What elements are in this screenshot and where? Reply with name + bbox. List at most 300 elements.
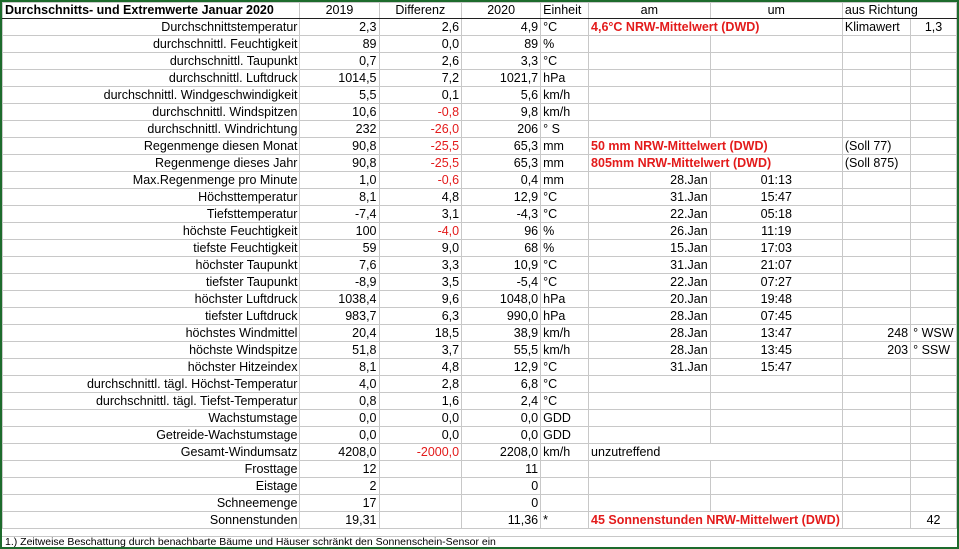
unit-cell: km/h [541,104,589,121]
nrw-note: 805mm NRW-Mittelwert (DWD) [589,155,843,172]
extra-value [911,138,957,155]
table-row [3,308,957,325]
value-2020: 5,6 [462,87,541,104]
table-row [3,410,957,427]
unit-cell: °C [541,189,589,206]
row-label: höchster Hitzeindex [3,359,300,376]
table-row [3,461,957,478]
time-cell [710,104,842,121]
header-differenz: Differenz [379,3,462,19]
row-label: durchschnittl. tägl. Tiefst-Temperatur [3,393,300,410]
value-differenz: -0,8 [379,104,462,121]
value-2019: 100 [300,223,379,240]
extra-value [911,53,957,70]
row-label: durchschnittl. Taupunkt [3,53,300,70]
date-cell: 15.Jan [589,240,711,257]
value-differenz: 2,8 [379,376,462,393]
extra-cell [842,240,910,257]
time-cell: 15:47 [710,189,842,206]
date-cell [589,87,711,104]
time-cell [710,53,842,70]
value-2019: -8,9 [300,274,379,291]
table-row [3,70,957,87]
value-2019: 983,7 [300,308,379,325]
value-differenz: 3,1 [379,206,462,223]
date-cell [589,393,711,410]
unit-cell: °C [541,206,589,223]
extra-cell [842,206,910,223]
extra-value [911,393,957,410]
unit-cell: * [541,512,589,529]
value-differenz: -26,0 [379,121,462,138]
extra-value [911,121,957,138]
value-2020: 38,9 [462,325,541,342]
time-cell: 13:47 [710,325,842,342]
date-cell: unzutreffend [589,444,843,461]
time-cell [710,393,842,410]
table-row [3,291,957,308]
extra-cell: (Soll 77) [842,138,910,155]
value-2020: 10,9 [462,257,541,274]
row-label: Regenmenge diesen Monat [3,138,300,155]
extra-cell [842,172,910,189]
extra-value [911,240,957,257]
value-2019: 59 [300,240,379,257]
extra-value [911,104,957,121]
value-differenz: 0,0 [379,36,462,53]
value-2019: 20,4 [300,325,379,342]
extra-value [911,257,957,274]
table-row [3,393,957,410]
value-2019: 232 [300,121,379,138]
value-2019: 12 [300,461,379,478]
value-2020: 12,9 [462,359,541,376]
value-2020: 4,9 [462,19,541,36]
value-2020: 0,0 [462,427,541,444]
direction-label: ° WSW [911,325,957,342]
value-differenz: -0,6 [379,172,462,189]
time-cell: 13:45 [710,342,842,359]
date-cell: 31.Jan [589,189,711,206]
time-cell: 01:13 [710,172,842,189]
value-differenz [379,478,462,495]
date-cell: 31.Jan [589,359,711,376]
value-differenz: 4,8 [379,189,462,206]
row-label: Getreide-Wachstumstage [3,427,300,444]
value-differenz: 6,3 [379,308,462,325]
value-2019: 4,0 [300,376,379,393]
row-label: Tiefsttemperatur [3,206,300,223]
table-row [3,240,957,257]
extra-value [911,172,957,189]
extra-cell [842,189,910,206]
value-2020: 9,8 [462,104,541,121]
unit-cell [541,495,589,512]
value-differenz: 9,0 [379,240,462,257]
unit-cell: % [541,223,589,240]
extra-cell [842,512,910,529]
value-2020: 68 [462,240,541,257]
value-differenz [379,495,462,512]
row-label: höchstes Windmittel [3,325,300,342]
date-cell [589,70,711,87]
extra-cell [842,359,910,376]
table-row [3,155,957,172]
value-2020: 96 [462,223,541,240]
nrw-note: 4,6°C NRW-Mittelwert (DWD) [589,19,843,36]
value-2019: -7,4 [300,206,379,223]
value-2020: 0,4 [462,172,541,189]
value-differenz: 1,6 [379,393,462,410]
row-label: durchschnittl. Windrichtung [3,121,300,138]
date-cell [589,36,711,53]
extra-cell [842,104,910,121]
unit-cell: mm [541,155,589,172]
extra-cell [842,495,910,512]
table-row [3,325,957,342]
value-differenz: 3,3 [379,257,462,274]
value-2020: 3,3 [462,53,541,70]
row-label: tiefster Taupunkt [3,274,300,291]
header-aus-richtung: aus Richtung [842,3,956,19]
date-cell: 28.Jan [589,172,711,189]
row-label: Schneemenge [3,495,300,512]
row-label: Regenmenge dieses Jahr [3,155,300,172]
value-2019: 10,6 [300,104,379,121]
value-2020: 0 [462,478,541,495]
extra-cell [842,70,910,87]
unit-cell: °C [541,53,589,70]
table-row [3,36,957,53]
extra-cell [842,257,910,274]
extra-cell [842,223,910,240]
value-2019: 89 [300,36,379,53]
row-label: durchschnittl. Luftdruck [3,70,300,87]
extra-cell [842,393,910,410]
row-label: höchster Luftdruck [3,291,300,308]
date-cell: 22.Jan [589,274,711,291]
value-2019: 17 [300,495,379,512]
value-differenz: -4,0 [379,223,462,240]
extra-cell [842,36,910,53]
date-cell [589,376,711,393]
extra-value: 1,3 [911,19,957,36]
value-2019: 90,8 [300,138,379,155]
value-differenz: 3,7 [379,342,462,359]
time-cell: 19:48 [710,291,842,308]
value-differenz: -2000,0 [379,444,462,461]
extra-cell: (Soll 875) [842,155,910,172]
unit-cell: GDD [541,427,589,444]
value-2020: 89 [462,36,541,53]
time-cell [710,461,842,478]
value-2019: 1014,5 [300,70,379,87]
unit-cell: % [541,36,589,53]
date-cell [589,478,711,495]
header-einheit: Einheit [541,3,589,19]
value-2020: 1021,7 [462,70,541,87]
value-differenz: 3,5 [379,274,462,291]
value-2020: -4,3 [462,206,541,223]
value-differenz: -25,5 [379,138,462,155]
value-differenz [379,512,462,529]
date-cell [589,104,711,121]
extra-cell [842,53,910,70]
value-2020: 206 [462,121,541,138]
time-cell [710,478,842,495]
unit-cell: °C [541,257,589,274]
date-cell: 26.Jan [589,223,711,240]
row-label: Durchschnittstemperatur [3,19,300,36]
unit-cell [541,461,589,478]
row-label: Gesamt-Windumsatz [3,444,300,461]
date-cell: 20.Jan [589,291,711,308]
value-2020: 6,8 [462,376,541,393]
table-title: Durchschnitts- und Extremwerte Januar 2020 [3,3,300,19]
date-cell [589,53,711,70]
row-label: Max.Regenmenge pro Minute [3,172,300,189]
value-2019: 19,31 [300,512,379,529]
value-2019: 1,0 [300,172,379,189]
unit-cell: °C [541,274,589,291]
value-2020: 0 [462,495,541,512]
table-row [3,138,957,155]
unit-cell: mm [541,172,589,189]
extra-value [911,189,957,206]
unit-cell: ° S [541,121,589,138]
time-cell: 15:47 [710,359,842,376]
date-cell [589,461,711,478]
extra-value [911,70,957,87]
value-differenz: 2,6 [379,53,462,70]
header-am: am [589,3,711,19]
extra-cell [842,291,910,308]
row-label: Frosttage [3,461,300,478]
time-cell [710,427,842,444]
extra-cell: Klimawert [842,19,910,36]
value-differenz: 0,0 [379,427,462,444]
value-2019: 0,0 [300,427,379,444]
table-row [3,172,957,189]
table-row [3,376,957,393]
value-2020: 1048,0 [462,291,541,308]
row-label: höchste Feuchtigkeit [3,223,300,240]
unit-cell: mm [541,138,589,155]
unit-cell: km/h [541,325,589,342]
date-cell: 31.Jan [589,257,711,274]
time-cell [710,376,842,393]
unit-cell: km/h [541,342,589,359]
unit-cell: °C [541,393,589,410]
table-row [3,342,957,359]
time-cell [710,495,842,512]
time-cell [710,87,842,104]
value-2020: 65,3 [462,138,541,155]
extra-value [911,223,957,240]
unit-cell: km/h [541,87,589,104]
table-row [3,427,957,444]
row-label: durchschnittl. tägl. Höchst-Temperatur [3,376,300,393]
time-cell [710,36,842,53]
value-2020: 12,9 [462,189,541,206]
direction-label: ° SSW [911,342,957,359]
value-2019: 8,1 [300,189,379,206]
value-2020: 2,4 [462,393,541,410]
extra-value [911,495,957,512]
unit-cell: hPa [541,308,589,325]
unit-cell: hPa [541,70,589,87]
extra-cell [842,427,910,444]
extra-value [911,444,957,461]
extra-value [911,478,957,495]
table-row [3,121,957,138]
value-differenz: 0,1 [379,87,462,104]
extra-value [911,308,957,325]
time-cell [710,410,842,427]
value-2020: -5,4 [462,274,541,291]
value-differenz: -25,5 [379,155,462,172]
date-cell [589,410,711,427]
extra-value [911,359,957,376]
row-label: höchster Taupunkt [3,257,300,274]
table-row [3,53,957,70]
row-label: tiefste Feuchtigkeit [3,240,300,257]
row-label: Wachstumstage [3,410,300,427]
time-cell: 07:45 [710,308,842,325]
header-2020: 2020 [462,3,541,19]
time-cell [710,70,842,87]
value-2019: 51,8 [300,342,379,359]
nrw-note: 50 mm NRW-Mittelwert (DWD) [589,138,843,155]
extra-value [911,36,957,53]
value-2020: 55,5 [462,342,541,359]
value-2019: 1038,4 [300,291,379,308]
extra-value [911,427,957,444]
date-cell [589,427,711,444]
row-label: tiefster Luftdruck [3,308,300,325]
table-row [3,189,957,206]
extra-value [911,461,957,478]
value-differenz: 2,6 [379,19,462,36]
unit-cell: % [541,240,589,257]
extra-value [911,376,957,393]
value-2020: 2208,0 [462,444,541,461]
direction-degree: 248 [842,325,910,342]
table-row [3,478,957,495]
value-2019: 2,3 [300,19,379,36]
value-2020: 990,0 [462,308,541,325]
header-um: um [710,3,842,19]
unit-cell: °C [541,19,589,36]
time-cell: 17:03 [710,240,842,257]
row-label: durchschnittl. Windgeschwindigkeit [3,87,300,104]
unit-cell: hPa [541,291,589,308]
table-row [3,19,957,36]
extra-value [911,155,957,172]
value-differenz: 18,5 [379,325,462,342]
table-row [3,512,957,529]
weather-table [2,2,957,529]
row-label: höchste Windspitze [3,342,300,359]
extra-cell [842,87,910,104]
value-2019: 5,5 [300,87,379,104]
extra-value [911,274,957,291]
date-cell [589,121,711,138]
table-row [3,274,957,291]
unit-cell: °C [541,359,589,376]
time-cell: 05:18 [710,206,842,223]
value-2020: 11 [462,461,541,478]
nrw-note: 45 Sonnenstunden NRW-Mittelwert (DWD) [589,512,843,529]
extra-cell [842,478,910,495]
extra-value [911,291,957,308]
extra-value [911,206,957,223]
date-cell: 28.Jan [589,342,711,359]
extra-cell [842,308,910,325]
time-cell: 11:19 [710,223,842,240]
table-row [3,206,957,223]
extra-cell [842,376,910,393]
value-2019: 0,0 [300,410,379,427]
row-label: Höchsttemperatur [3,189,300,206]
unit-cell: °C [541,376,589,393]
extra-cell [842,410,910,427]
value-differenz: 9,6 [379,291,462,308]
header-2019: 2019 [300,3,379,19]
table-row [3,359,957,376]
value-2020: 11,36 [462,512,541,529]
value-differenz: 7,2 [379,70,462,87]
table-row [3,495,957,512]
date-cell: 22.Jan [589,206,711,223]
value-2019: 90,8 [300,155,379,172]
value-2019: 0,7 [300,53,379,70]
value-2019: 8,1 [300,359,379,376]
row-label: durchschnittl. Windspitzen [3,104,300,121]
date-cell: 28.Jan [589,308,711,325]
unit-cell: GDD [541,410,589,427]
extra-value: 42 [911,512,957,529]
extra-cell [842,461,910,478]
time-cell: 21:07 [710,257,842,274]
value-2019: 0,8 [300,393,379,410]
extra-cell [842,444,910,461]
footnote: 1.) Zeitweise Beschattung durch benachbarte Bäume und Häuser schränkt den Sonnenschein-Sensor ein [2,536,958,548]
time-cell [710,121,842,138]
row-label: durchschnittl. Feuchtigkeit [3,36,300,53]
row-label: Eistage [3,478,300,495]
header-row [3,3,957,19]
value-2019: 2 [300,478,379,495]
extra-cell [842,121,910,138]
table-row [3,223,957,240]
table-row [3,104,957,121]
value-differenz: 0,0 [379,410,462,427]
value-differenz: 4,8 [379,359,462,376]
value-2019: 4208,0 [300,444,379,461]
extra-value [911,410,957,427]
time-cell: 07:27 [710,274,842,291]
table-row [3,444,957,461]
row-label: Sonnenstunden [3,512,300,529]
value-2020: 0,0 [462,410,541,427]
unit-cell: km/h [541,444,589,461]
table-row [3,87,957,104]
value-2020: 65,3 [462,155,541,172]
value-differenz [379,461,462,478]
direction-degree: 203 [842,342,910,359]
date-cell [589,495,711,512]
